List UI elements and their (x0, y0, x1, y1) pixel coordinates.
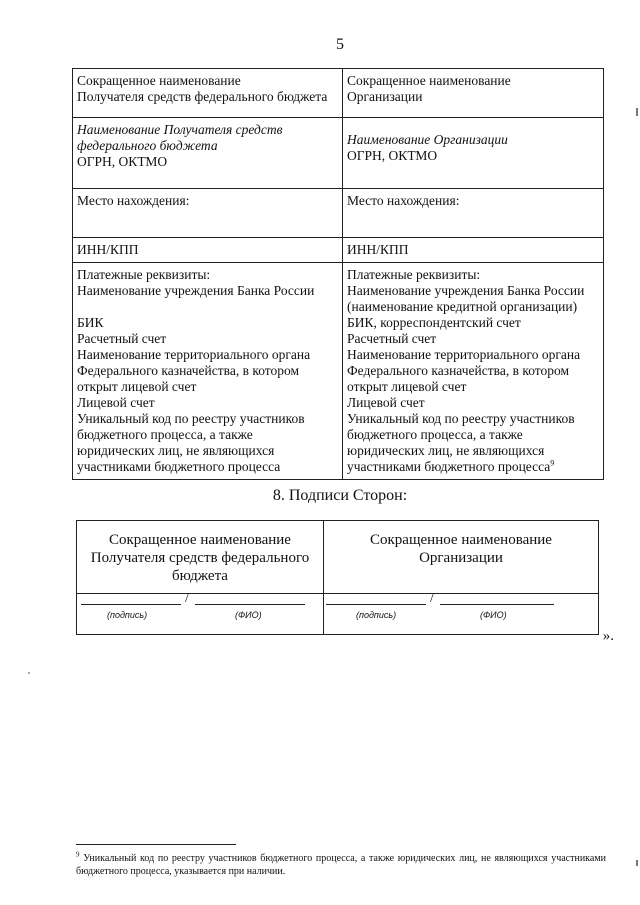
table-row (73, 263, 604, 480)
name-line (440, 604, 554, 605)
scan-edge-mark (636, 860, 638, 866)
table-row (73, 118, 604, 189)
recipient-short-name-cell: Сокращенное наименование Получателя средств федерального бюджета (73, 69, 343, 118)
organization-location-cell: Место нахождения: (343, 189, 604, 238)
closing-quote: ». (602, 628, 614, 644)
signatures-table (76, 520, 599, 635)
recipient-name-cell: Наименование Получателя средств федерального бюджета ОГРН, ОКТМО (73, 118, 343, 189)
organization-signature-cell (324, 591, 599, 635)
organization-name-cell: Наименование Организации ОГРН, ОКТМО (343, 118, 604, 189)
table-row (73, 189, 604, 238)
recipient-location-cell: Место нахождения: (73, 189, 343, 238)
recipient-signature-header: Сокращенное наименование Получателя средств федерального бюджета (77, 521, 324, 594)
signature-caption: (подпись) (356, 610, 397, 620)
page-number: 5 (336, 36, 344, 53)
footnote-divider (76, 844, 236, 845)
separator: / (185, 591, 189, 606)
organization-inn-cell: ИНН/КПП (343, 238, 604, 263)
organization-short-name-cell: Сокращенное наименование Организации (343, 69, 604, 118)
signature-line (81, 604, 181, 605)
table-row (77, 521, 599, 594)
recipient-signature-cell (77, 591, 324, 635)
table-row (73, 238, 604, 263)
name-caption: (ФИО) (235, 610, 262, 620)
recipient-inn-cell: ИНН/КПП (73, 238, 343, 263)
requisites-table (72, 68, 604, 480)
table-row (77, 594, 599, 635)
name-line (195, 604, 305, 605)
scan-edge-mark (636, 108, 638, 116)
organization-signature-header: Сокращенное наименование Организации (324, 521, 599, 594)
table-row (73, 69, 604, 118)
recipient-payment-cell: Платежные реквизиты: Наименование учреждения Банка России БИК Расчетный счет Наименование территориального органа Федерального казначейства, в котором открыт лицевой счет Лицевой счет Уникальный код по реестру участников бюджетного процесса, а также юридических лиц, не являющихся участниками бюджетного процесса (73, 263, 343, 480)
footnote: $^9$ Уникальный код по реестру участников бюджетного процесса, а также юридических лиц, не являющихся участниками бюджетного процесса, указывается при наличии. (76, 850, 606, 877)
separator: / (430, 591, 434, 606)
signatures-title: 8. Подписи Сторон: (272, 487, 408, 504)
signature-caption: (подпись) (107, 610, 148, 620)
scan-speck (28, 672, 30, 674)
footnote-ref: 9 (550, 458, 555, 468)
signature-line (326, 604, 426, 605)
organization-payment-cell: Платежные реквизиты: Наименование учреждения Банка России (наименование кредитной организации) БИК, корреспондентский счет Расчетный счет Наименование территориального органа Федерального казначейства, в котором открыт лицевой счет Лицевой счет Уникальный код по реестру участников бюджетного процесса, а также юридических лиц, не являющихся участниками бюджетного процесса$^9$ (343, 263, 604, 480)
name-caption: (ФИО) (480, 610, 507, 620)
